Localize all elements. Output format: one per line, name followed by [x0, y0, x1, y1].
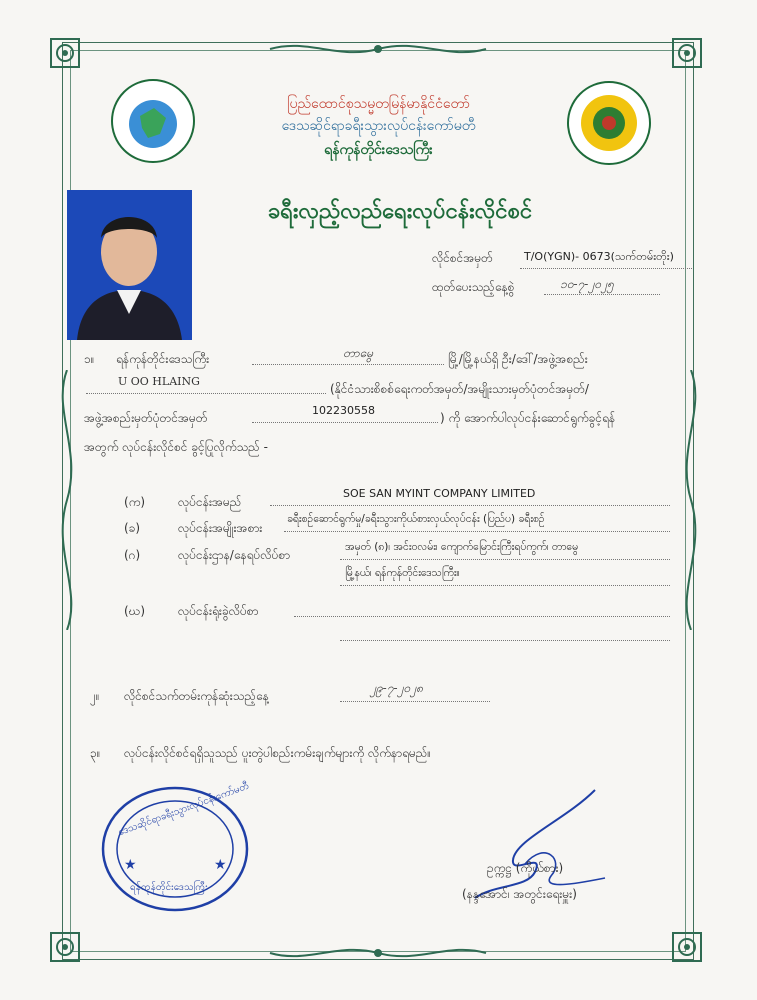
header-line-1: ပြည်ထောင်စုသမ္မတမြန်မာနိုင်ငံတော် [287, 96, 470, 112]
dotted-line [270, 505, 670, 506]
dotted-line [544, 294, 660, 295]
item-key: (ခ) [124, 521, 141, 535]
expiry-label: လိုင်စင်သက်တမ်းကုန်ဆုံးသည့်နေ့ [124, 689, 269, 703]
corner-ornament-icon [670, 930, 704, 964]
corner-ornament-icon [670, 36, 704, 70]
expiry-value: ၂၉-၇-၂၀၂၈ [370, 681, 423, 695]
business-name-value: SOE SAN MYINT COMPANY LIMITED [343, 487, 536, 500]
item-label: လုပ်ငန်းဌာန/နေရပ်လိပ်စာ [178, 548, 291, 562]
id-suffix: ) ကို အောက်ပါလုပ်ငန်းဆောင်ရွက်ခွင့်ရန် [440, 411, 616, 425]
right-side-flourish-icon [676, 370, 706, 630]
signatory-name: (နန္ဒအောင်၊ အတွင်းရေးမှူး) [462, 887, 577, 901]
item-key: (ဂ) [124, 548, 141, 562]
signatory-role: ဥက္ကဋ္ဌ (ကိုယ်စား) [487, 861, 564, 875]
section-1-number: ၁။ [84, 352, 95, 366]
id-number-value: 102230558 [312, 404, 375, 417]
svg-text:★: ★ [214, 857, 227, 873]
bottom-flourish-icon [268, 940, 488, 966]
page-title: ခရီးလှည့်လည်ရေးလုပ်ငန်းလိုင်စင် [267, 199, 533, 224]
business-type-value: ခရီးစဉ်ဆောင်ရွက်မှု/ခရီးသွားကိုယ်စားလှယ်လုပ်ငန်း (ပြည်ပ) ခရီးစဉ် [287, 513, 545, 525]
issue-date-value: ၁၀-၇-၂၀၂၅ [560, 277, 614, 291]
top-flourish-icon [268, 36, 488, 62]
dotted-line [284, 531, 670, 532]
dotted-line [340, 701, 490, 702]
dotted-line [340, 559, 670, 560]
section-2-number: ၂။ [90, 689, 100, 703]
stamp-text: ဒေသဆိုင်ရာခရီးသွားလုပ်ငန်းကော်မတီ [116, 780, 251, 839]
address-line-2: မြို့နယ်၊ ရန်ကုန်တိုင်းဒေသကြီး။ [345, 567, 460, 579]
svg-text:★: ★ [124, 857, 137, 873]
license-number-label: လိုင်စင်အမှတ် [432, 251, 493, 265]
region-label: ရန်ကုန်တိုင်းဒေသကြီး [116, 352, 210, 366]
item-label: လုပ်ငန်းရုံးခွဲလိပ်စာ [178, 604, 259, 618]
holder-photo [67, 190, 192, 340]
item-label: လုပ်ငန်းအမည် [178, 495, 242, 509]
section-3-number: ၃။ [90, 746, 101, 760]
dotted-line [340, 640, 670, 641]
issue-date-label: ထုတ်ပေးသည့်နေ့စွဲ [432, 280, 515, 294]
dotted-line [520, 268, 692, 269]
dotted-line [86, 393, 326, 394]
dotted-line [294, 616, 670, 617]
dotted-line [252, 364, 444, 365]
corner-ornament-icon [48, 36, 82, 70]
dotted-line [252, 422, 438, 423]
township-suffix: မြို့/မြို့နယ်ရှိ ဦး/ဒေါ်/အဖွဲ့အစည်း [448, 352, 588, 366]
conditions-text: လုပ်ငန်းလိုင်စင်ရရှိသူသည် ပူးတွဲပါစည်းကမ်းချက်များကို လိုက်နာရမည်။ [124, 746, 432, 760]
header-line-2: ဒေသဆိုင်ရာခရီးသွားလုပ်ငန်းကော်မတီ [281, 118, 476, 134]
address-line-1: အမှတ် (၈)၊ အင်းဝလမ်း၊ ကျောက်မြောင်းကြီးရပ်ကွက်၊ တာမွေ [345, 541, 579, 553]
id-label-a: (နိုင်ငံသားစိစစ်ရေးကတ်အမှတ်/အမျိုးသားမှတ်ပုံတင်အမှတ်/ [330, 382, 589, 396]
corner-ornament-icon [48, 930, 82, 964]
id-label-b: အဖွဲ့အစည်းမှတ်ပုံတင်အမှတ် [84, 411, 208, 425]
item-key: (ဃ) [124, 604, 146, 618]
dotted-line [340, 585, 670, 586]
township-value: တာမွေ [343, 346, 373, 360]
item-label: လုပ်ငန်းအမျိုးအစား [178, 521, 263, 535]
left-side-flourish-icon [52, 370, 82, 630]
item-key: (က) [124, 495, 146, 509]
license-number-value: T/O(YGN)- 0673(သက်တမ်းတိုး) [524, 250, 674, 263]
holder-name-value: U OO HLAING [118, 375, 200, 388]
header-line-3: ရန်ကုန်တိုင်းဒေသကြီး [324, 142, 433, 158]
grant-line: အတွက် လုပ်ငန်းလိုင်စင် ခွင့်ပြုလိုက်သည် - [84, 440, 268, 454]
stamp-bottom-text: ရန်ကုန်တိုင်းဒေသကြီး [130, 882, 208, 893]
